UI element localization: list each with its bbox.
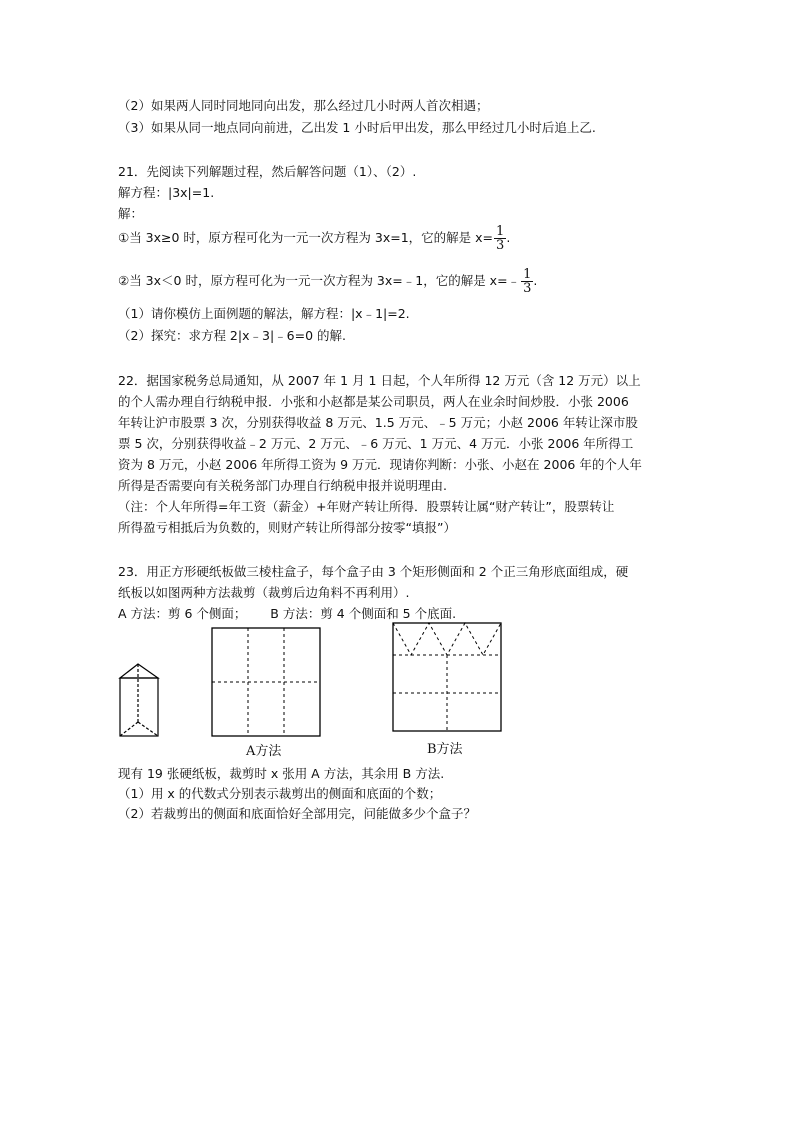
problem-20-part-2: （2）如果两人同时同地同向出发，那么经过几小时两人首次相遇；: [118, 98, 489, 113]
problem-23-line-2: 纸板以如图两种方法裁剪（裁剪后边角料不再利用）.: [118, 585, 410, 600]
problem-21-equation: 解方程：|3x|=1.: [118, 185, 215, 200]
problem-22-line-2: 的个人需办理自行纳税申报．小张和小赵都是某公司职员，两人在业余时间炒股．小张 2006: [118, 394, 629, 409]
problem-21-question-1: （1）请你模仿上面例题的解法，解方程：|x﹣1|=2.: [118, 306, 410, 321]
case-2-text: ②当 3x＜0 时，原方程可化为一元一次方程为 3x=﹣1，它的解是 x=﹣: [118, 273, 521, 288]
problem-21-solution-label: 解：: [118, 206, 144, 221]
prism-hidden-base-edge: [120, 722, 138, 736]
problem-23-question-1: （1）用 x 的代数式分别表示裁剪出的侧面和底面的个数；: [118, 786, 442, 801]
prism-hidden-base-edge-2: [138, 722, 158, 736]
problem-21-question-2: （2）探究：求方程 2|x﹣3|﹣6=0 的解.: [118, 328, 346, 343]
problem-21-title: 21．先阅读下列解题过程，然后解答问题（1）、（2）.: [118, 164, 417, 179]
problem-22-line-8: 所得盈亏相抵后为负数的，则财产转让所得部分按零“填报”）: [118, 520, 456, 535]
method-a-caption: A方法: [246, 744, 282, 759]
case-1-period: .: [506, 230, 511, 245]
problem-22-line-7: （注：个人年所得=年工资（薪金）+年财产转让所得．股票转让属“财产转让”，股票转让: [118, 499, 615, 514]
problem-23-line-3: A 方法：剪 6 个侧面； B 方法：剪 4 个侧面和 5 个底面.: [118, 606, 457, 621]
fraction-denominator: 3: [523, 281, 532, 296]
method-b-caption: B方法: [427, 742, 463, 757]
problem-23-line-1: 23．用正方形硬纸板做三棱柱盒子，每个盒子由 3 个矩形侧面和 2 个正三角形底面组成，硬: [118, 564, 629, 579]
method-b-board: [392, 622, 504, 734]
problem-21-case-2: [118, 266, 537, 296]
problem-22-line-3: 年转让沪市股票 3 次，分别获得收益 8 万元、1.5 万元、﹣5 万元；小赵 2006 年转让深市股: [118, 415, 638, 430]
problem-22-line-1: 22．据国家税务总局通知，从 2007 年 1 月 1 日起，个人年所得 12 万元（含 12 万元）以上: [118, 373, 641, 388]
problem-20-part-3: （3）如果从同一地点同向前进，乙出发 1 小时后甲出发，那么甲经过几小时后追上乙.: [118, 120, 596, 135]
prism-top-triangle: [120, 664, 158, 678]
case-1-text: ①当 3x≥0 时，原方程可化为一元一次方程为 3x=1，它的解是 x=: [118, 230, 494, 245]
problem-23-question-2: （2）若裁剪出的侧面和底面恰好全部用完，问能做多少个盒子？: [118, 806, 476, 821]
case-2-period: .: [533, 273, 538, 288]
method-a-board: [211, 627, 323, 739]
fraction-numerator: 1: [496, 224, 505, 239]
problem-23-line-4: 现有 19 张硬纸板，裁剪时 x 张用 A 方法，其余用 B 方法.: [118, 766, 445, 781]
fraction-one-third: [494, 225, 506, 252]
fraction-one-third: [521, 268, 533, 295]
prism-front-face: [120, 678, 158, 736]
fraction-denominator: 3: [496, 238, 505, 253]
board-b-triangle-cuts: [393, 623, 501, 655]
prism-figure: [116, 660, 170, 740]
problem-21-case-1: [118, 223, 510, 253]
problem-22-line-6: 所得是否需要向有关税务部门办理自行纳税申报并说明理由.: [118, 478, 447, 493]
problem-22-line-5: 资为 8 万元，小赵 2006 年所得工资为 9 万元．现请你判断：小张、小赵在 2006 年的个人年: [118, 457, 642, 472]
board-b-outline: [393, 623, 501, 731]
problem-22-line-4: 票 5 次，分别获得收益﹣2 万元、2 万元、﹣6 万元、1 万元、4 万元．小张 2006 年所得工: [118, 436, 634, 451]
fraction-numerator: 1: [523, 267, 532, 282]
